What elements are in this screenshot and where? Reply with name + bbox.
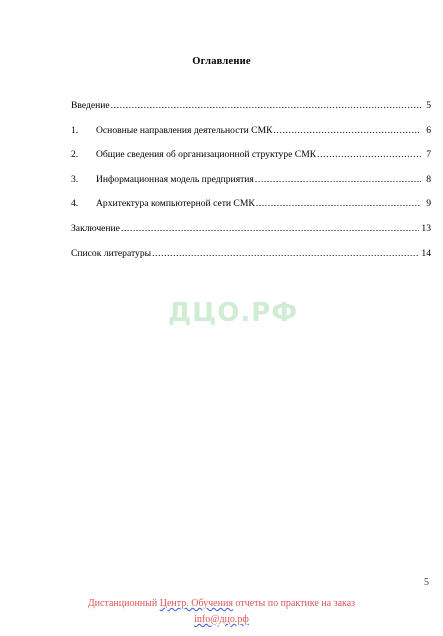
toc-entry bbox=[71, 192, 431, 217]
toc-entry bbox=[71, 143, 431, 168]
toc-entry-number: 3. bbox=[71, 173, 79, 185]
toc-entry-page: 6 bbox=[426, 124, 431, 136]
toc-leader-dots bbox=[274, 119, 421, 144]
toc-entry-number: 1. bbox=[71, 124, 79, 136]
toc-entry-text: Заключение bbox=[71, 222, 120, 234]
toc-leader-dots bbox=[255, 168, 421, 193]
toc-entry-text: Общие сведения об организационной структуре СМК bbox=[96, 149, 317, 161]
toc-entry-text: Введение bbox=[71, 100, 110, 111]
footer-text-spellcheck: Центр. Обучения bbox=[159, 598, 233, 609]
toc-leader-dots bbox=[317, 143, 421, 168]
toc-leader-dots bbox=[111, 94, 421, 119]
footer-text: отчеты по практике на заказ bbox=[232, 598, 356, 609]
toc-entry bbox=[71, 242, 431, 267]
toc-title: Оглавление bbox=[192, 56, 251, 67]
toc-entry-page: 5 bbox=[426, 100, 431, 111]
footer-text: Дистанционный bbox=[87, 598, 160, 609]
table-of-contents bbox=[71, 94, 431, 266]
page-footer bbox=[0, 596, 443, 628]
toc-entry bbox=[71, 217, 431, 242]
toc-entry-page: 8 bbox=[426, 173, 431, 185]
toc-entry-page: 7 bbox=[426, 149, 431, 161]
footer-line-1 bbox=[0, 596, 443, 612]
toc-entry-number: 2. bbox=[71, 149, 79, 161]
toc-entry-page: 13 bbox=[421, 222, 431, 234]
toc-entry-page: 9 bbox=[426, 198, 431, 210]
toc-leader-dots bbox=[121, 217, 419, 242]
toc-entry-text: Информационная модель предприятия bbox=[96, 173, 254, 185]
toc-entry bbox=[71, 94, 431, 119]
toc-entry-text: Основные направления деятельности СМК bbox=[96, 124, 273, 136]
toc-leader-dots bbox=[256, 192, 421, 217]
footer-line-2 bbox=[0, 612, 443, 628]
footer-email-link[interactable]: info@дцо.рф bbox=[194, 614, 249, 625]
page-number: 5 bbox=[424, 577, 429, 588]
toc-entry bbox=[71, 119, 431, 144]
toc-entry-page: 14 bbox=[421, 247, 431, 259]
toc-entry bbox=[71, 168, 431, 193]
toc-entry-text: Список литературы bbox=[71, 247, 152, 259]
watermark: ДЦО.РФ bbox=[168, 298, 299, 328]
toc-entry-number: 4. bbox=[71, 198, 79, 210]
toc-entry-text: Архитектура компьютерной сети СМК bbox=[96, 198, 255, 210]
toc-leader-dots bbox=[152, 242, 419, 267]
